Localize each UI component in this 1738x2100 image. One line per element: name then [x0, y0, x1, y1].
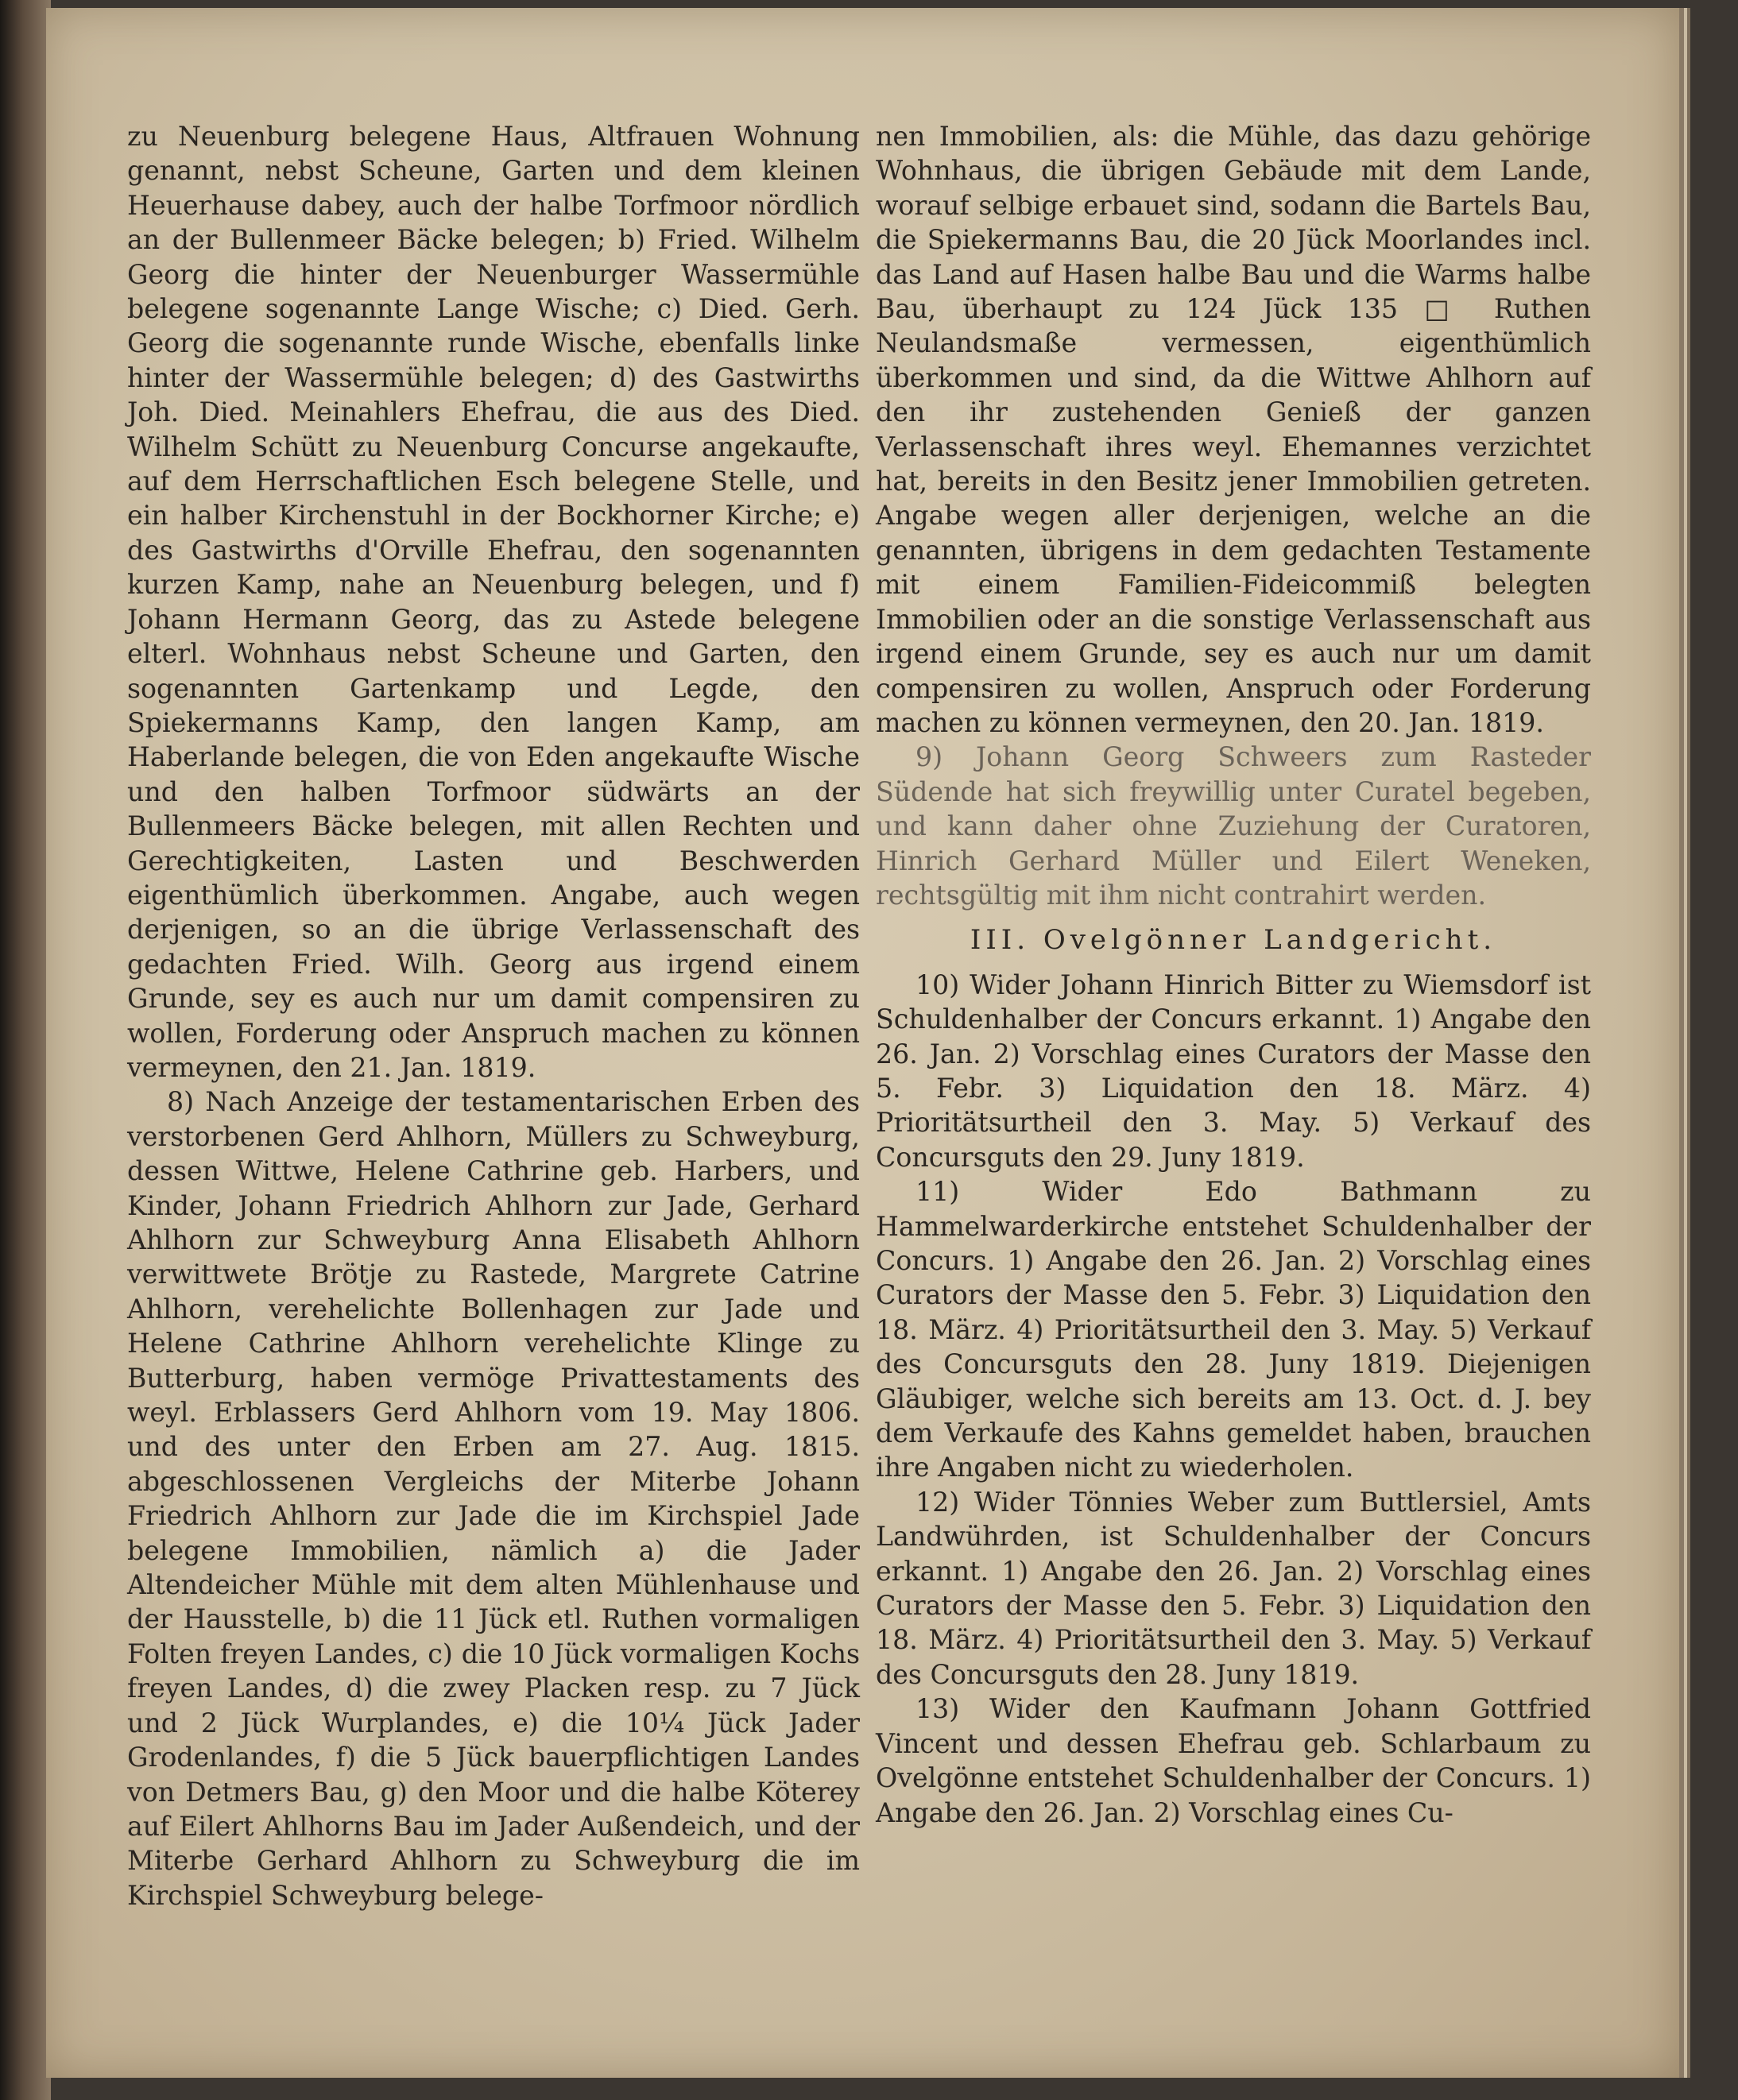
right-column [876, 119, 1591, 1830]
paragraph-13: 13) Wider den Kaufmann Johann Gottfried Vincent und dessen Ehefrau geb. Schlarbaum zu Ovelgönne entstehet Schuldenhalber der Concurs. 1) Angabe den 26. Jan. 2) Vorschlag eines Cu- [876, 1693, 1591, 1828]
paragraph-10: 10) Wider Johann Hinrich Bitter zu Wiemsdorf ist Schuldenhalber der Concurs erkannt. 1) Angabe den 26. Jan. 2) Vorschlag eines Curators der Masse den 5. Febr. 3) Liquidation den 18. März. 4) Prioritätsurtheil den 3. May. 5) Verkauf des Concursguts den 29. Juny 1819. [876, 969, 1591, 1173]
paragraph-8-continuation: nen Immobilien, als: die Mühle, das dazu gehörige Wohnhaus, die übrigen Gebäude mit dem Lande, worauf selbige erbauet sind, sodann die Bartels Bau, die Spiekermanns Bau, die 20 Jück Moorlandes incl. das Land auf Hasen halbe Bau und die Warms halbe Bau, überhaupt zu 124 Jück 135 □ Ruthen Neulandsmaße vermessen, eigenthümlich überkommen und sind, da die Wittwe Ahlhorn auf den ihr zustehenden Genieß der ganzen Verlassenschaft ihres weyl. Ehemannes verzichtet hat, bereits in den Besitz jener Immobilien getreten. Angabe wegen aller derjenigen, welche an die genannten, übrigens in dem gedachten Testamente mit einem Familien-Fideicommiß belegten Immobilien oder an die sonstige Verlassenschaft aus irgend einem Grunde, sey es auch nur um damit compensiren zu wollen, Anspruch oder Forderung machen zu können vermeynen, den 20. Jan. 1819. [876, 121, 1591, 738]
book-page [46, 8, 1679, 2078]
paragraph-12: 12) Wider Tönnies Weber zum Buttlersiel, Amts Landwührden, ist Schuldenhalber der Concurs erkannt. 1) Angabe den 26. Jan. 2) Vorschlag eines Curators der Masse den 5. Febr. 3) Liquidation den 18. März. 4) Prioritätsurtheil den 3. May. 5) Verkauf des Concursguts den 28. Juny 1819. [876, 1486, 1591, 1690]
paragraph-11: 11) Wider Edo Bathmann zu Hammelwarderkirche entstehet Schuldenhalber der Concurs. 1) Angabe den 26. Jan. 2) Vorschlag eines Curators der Masse den 5. Febr. 3) Liquidation den 18. März. 4) Prioritätsurtheil den 3. May. 5) Verkauf des Concursguts den 28. Juny 1819. Diejenigen Gläubiger, welche sich bereits am 13. Oct. d. J. bey dem Verkaufe des Kahns gemeldet haben, brauchen ihre Angaben nicht zu wiederholen. [876, 1176, 1591, 1483]
paragraph-9: 9) Johann Georg Schweers zum Rasteder Südende hat sich freywillig unter Curatel begeben, und kann daher ohne Zuziehung der Curatoren, Hinrich Gerhard Müller und Eilert Weneken, rechtsgültig mit ihm nicht contrahirt werden. [876, 741, 1591, 911]
book-binding [0, 0, 51, 2100]
section-heading: III. Ovelgönner Landgericht. [970, 924, 1497, 957]
left-column [127, 119, 860, 1912]
paragraph-8: 8) Nach Anzeige der testamentarischen Erben des verstorbenen Gerd Ahlhorn, Müllers zu Schweyburg, dessen Wittwe, Helene Cathrine geb. Harbers, und Kinder, Johann Friedrich Ahlhorn zur Jade, Gerhard Ahlhorn zur Schweyburg Anna Elisabeth Ahlhorn verwittwete Brötje zu Rastede, Margrete Catrine Ahlhorn, verehelichte Bollenhagen zur Jade und Helene Cathrine Ahlhorn verehelichte Klinge zu Butterburg, haben vermöge Privattestaments des weyl. Erblassers Gerd Ahlhorn vom 19. May 1806. und des unter den Erben am 27. Aug. 1815. abgeschlossenen Vergleichs der Miterbe Johann Friedrich Ahlhorn zur Jade die im Kirchspiel Jade belegene Immobilien, nämlich a) die Jader Altendeicher Mühle mit dem alten Mühlenhause und der Hausstelle, b) die 11 Jück etl. Ruthen vormaligen Folten freyen Landes, c) die 10 Jück vormaligen Kochs freyen Landes, d) die zwey Placken resp. zu 7 Jück und 2 Jück Wurplandes, e) die 10¼ Jück Jader Grodenlandes, f) die 5 Jück bauerpflichtigen Landes von Detmers Bau, g) den Moor und die halbe Köterey auf Eilert Ahlhorns Bau im Jader Außendeich, und der Miterbe Gerhard Ahlhorn zu Schweyburg die im Kirchspiel Schweyburg belege- [127, 1086, 860, 1911]
paragraph-continuation: zu Neuenburg belegene Haus, Altfrauen Wohnung genannt, nebst Scheune, Garten und dem kleinen Heuerhause dabey, auch der halbe Torfmoor nördlich an der Bullenmeer Bäcke belegen; b) Fried. Wilhelm Georg die hinter der Neuenburger Wassermühle belegene sogenannte Lange Wische; c) Died. Gerh. Georg die sogenannte runde Wische, ebenfalls linke hinter der Wassermühle belegen; d) des Gastwirths Joh. Died. Meinahlers Ehefrau, die aus des Died. Wilhelm Schütt zu Neuenburg Concurse angekaufte, auf dem Herrschaftlichen Esch belegene Stelle, und ein halber Kirchenstuhl in der Bockhorner Kirche; e) des Gastwirths d'Orville Ehefrau, den sogenannten kurzen Kamp, nahe an Neuenburg belegen, und f) Johann Hermann Georg, das zu Astede belegene elterl. Wohnhaus nebst Scheune und Garten, den sogenannten Gartenkamp und Legde, den Spiekermanns Kamp, den langen Kamp, am Haberlande belegen, die von Eden angekaufte Wische und den halben Torfmoor südwärts an der Bullenmeers Bäcke belegen, mit allen Rechten und Gerechtigkeiten, Lasten und Beschwerden eigenthümlich überkommen. Angabe, auch wegen derjenigen, so an die übrige Verlassenschaft des gedachten Fried. Wilh. Georg aus irgend einem Grunde, sey es auch nur um damit compensiren zu wollen, Forderung oder Anspruch machen zu können vermeynen, den 21. Jan. 1819. [127, 121, 860, 1083]
